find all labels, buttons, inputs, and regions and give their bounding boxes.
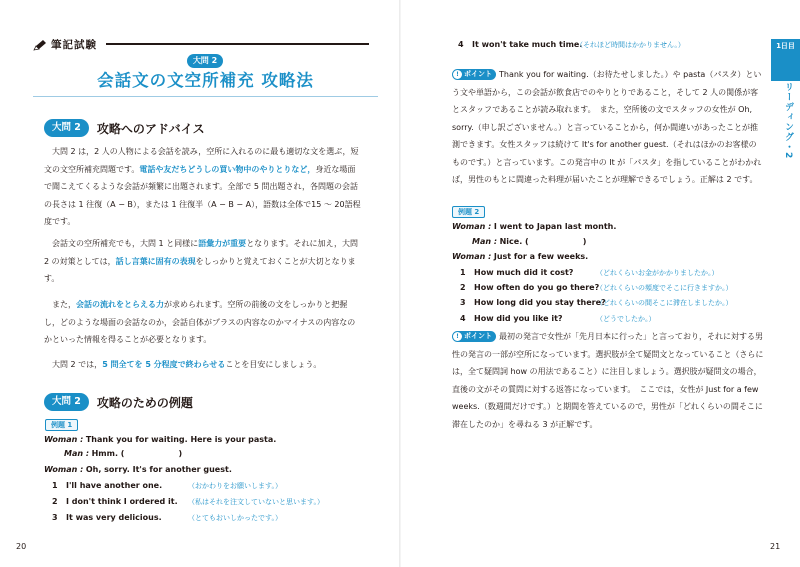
paragraph-text: 最初の発言で女性が「先月日本に行った」と言っており，それに対 — [499, 332, 739, 341]
option-translation: （私はそれを注文していないと思います。） — [188, 498, 324, 506]
option-translation: （とてもおいしかったです。） — [188, 514, 282, 522]
advice-heading — [44, 119, 205, 137]
option-text: It was very delicious. — [66, 513, 162, 522]
left-page — [0, 0, 399, 567]
speaker-label: Man : — [472, 237, 498, 246]
paragraph-text: 続けて It's for another guest.（それはほかのお客様のものです。）と言っていま — [452, 140, 757, 167]
option-text: How often do you go there? — [474, 283, 600, 292]
paragraph-text: が客とスタッフであることが読み取れます。 — [452, 87, 759, 114]
answer-option — [52, 511, 282, 525]
advice-badge: 大問 2 — [44, 119, 89, 137]
paragraph-text: う文や単語から，この会話が飲食店でのやりとりであること，そして 2 人の関係 — [452, 87, 743, 97]
pencil-icon — [33, 39, 47, 51]
dialogue-text: Nice. ( — [499, 237, 529, 246]
option-number: 4 — [460, 314, 466, 323]
option-text: I'll have another one. — [66, 481, 163, 490]
title-rule — [33, 96, 378, 97]
speaker-label: Woman : — [44, 465, 84, 474]
option-translation: （どれくらいの頻度でそこに行きますか。） — [596, 284, 733, 292]
advice-paragraph-3 — [44, 296, 362, 349]
page-number-right: 21 — [770, 542, 781, 551]
section-header — [33, 37, 97, 52]
dialogue-text: Oh, sorry. It's for another guest. — [85, 465, 232, 474]
blank-close: ) — [178, 449, 183, 458]
option-text: How did you like it? — [474, 314, 563, 323]
paragraph-text: 数は全体で15 ～ 20語程度です。 — [44, 199, 361, 226]
advice-p2-text-2: となります。それに加え，大問 2 の対策としては， — [44, 239, 359, 266]
highlight-text: 電話や友だちどうしの買い物中のやりとりなど， — [139, 164, 316, 174]
advice-p3-text: また， — [44, 300, 76, 309]
example-title: 攻略のための例題 — [96, 395, 193, 410]
paragraph-text: 大問 2 は，2 人の人物による会話を読み，空所に入れるのに最も適切な文を選 — [44, 147, 335, 156]
page-title: 会話文の文空所補充 攻略法 — [97, 71, 314, 90]
paragraph-text: 言っていることから，何か間違いがあったことが推測できます。女性スタッフは — [452, 122, 759, 149]
paragraph-text: 間違った料理が届いたことが理解できるでしょう。正解は 2 です。 — [516, 175, 758, 184]
answer-option — [460, 281, 733, 295]
speaker-label: Woman : — [44, 435, 84, 444]
option-number: 3 — [52, 513, 58, 522]
advice-p2-text-3: をしっかりと覚えておくことが大切となります。 — [44, 256, 356, 283]
answer-option — [52, 479, 282, 493]
advice-paragraph-4 — [44, 356, 362, 374]
option-number: 2 — [460, 283, 466, 292]
option-translation: （それほど時間はかかりません。） — [576, 41, 685, 49]
exclamation-icon: ! — [453, 70, 462, 79]
section-side-label: リーディング・2 — [783, 82, 793, 160]
answer-option — [460, 312, 656, 326]
answer-option — [52, 495, 324, 509]
paragraph-text: れ，各問題の会話の長さは 1 往復（A − B），または 1 往復半（A − B − A），語 — [44, 182, 359, 209]
advice-p4-text-2: ことを目安にしましょう。 — [225, 360, 322, 369]
example-heading — [44, 393, 193, 411]
header-rule — [106, 43, 369, 45]
dialogue-line — [44, 433, 276, 447]
point-tag — [452, 69, 496, 80]
advice-paragraph-2 — [44, 235, 362, 288]
dialogue-text: Thank you for waiting. Here is your pasta. — [85, 435, 277, 444]
answer-option — [458, 38, 685, 52]
paragraph-text: また，空所後の文でスタッフの女性が Oh, sorry.（申し訳ございません。）と — [452, 105, 753, 132]
option-number: 2 — [52, 497, 58, 506]
option-translation: （どれくらいお金がかかりましたか。） — [596, 269, 719, 277]
paragraph-text: Thank you for waiting.（お待たせしました。）や pasta（パスタ）とい — [499, 70, 762, 79]
blank-close: ) — [582, 237, 587, 246]
dialogue-text: Just for a few weeks. — [493, 252, 589, 261]
dialogue-line — [452, 220, 616, 234]
paragraph-text: す。この発言中の It が「パスタ」を指していることがわかれば，男性のもとに — [452, 157, 762, 184]
advice-p4-text: 大問 2 では， — [44, 360, 103, 369]
answer-option — [460, 296, 733, 310]
dialogue-line — [452, 250, 588, 264]
paragraph-text: ること（さらには，全て疑問詞 how の用法であること）に注目しましょう。選択 — [452, 349, 764, 376]
answer-option — [460, 266, 719, 280]
option-number: 1 — [52, 481, 58, 490]
paragraph-text: する男性の発言の一部が空所になっています。選択肢が全て疑問文となってい — [452, 332, 763, 359]
option-number: 1 — [460, 268, 466, 277]
advice-p3-text-2: が求められます。空所の前後の文をしっかりと把握し，どのような場面の会話なのか，会話自体がプラスの内容なのかマイナスの内容なのかといった情報を得ることが必要となります。 — [44, 300, 356, 344]
page-number-left: 20 — [16, 542, 27, 551]
dialogue-text: Hmm. ( — [91, 449, 125, 458]
highlight-time-target: 5 問全てを 5 分程度で終わらせる — [102, 360, 226, 369]
paragraph-text: るので，男性が「どれくらいの間そこに滞在したのか」を尋ねる 3 が正解です。 — [452, 402, 763, 429]
speaker-label: Woman : — [452, 252, 492, 261]
speaker-label: Man : — [64, 449, 90, 458]
paragraph-text: ここでは，女性が Just for a few weeks.（数週間だけです。）と期間を答えてい — [452, 384, 759, 411]
point-tag — [452, 331, 496, 342]
dialogue-text: I went to Japan last month. — [493, 222, 617, 231]
option-text: How long did you stay there? — [474, 298, 606, 307]
option-translation: （おかわりをお願いします。） — [188, 482, 282, 490]
dialogue-line — [44, 463, 232, 477]
advice-p2-text: 会話文の空所補充でも，大問 1 と同様に — [44, 239, 199, 248]
highlight-conversation-flow: 会話の流れをとらえる力 — [76, 300, 164, 309]
example-badge: 大問 2 — [44, 393, 89, 411]
paragraph-text: 身近な場面で聞こえてくるような会話が頻繁に出題されます。全部で 5 問出題さ — [44, 164, 356, 191]
highlight-vocabulary: 語彙力が重要 — [198, 239, 247, 248]
point-label: ポイント — [464, 70, 492, 78]
point-1-paragraph — [452, 66, 764, 189]
option-translation: （どれくらいの間そこに滞在しましたか。） — [596, 299, 733, 307]
advice-paragraph-1 — [44, 143, 362, 231]
speaker-label: Woman : — [452, 222, 492, 231]
point-label: ポイント — [464, 332, 492, 340]
point-2-paragraph — [452, 328, 764, 433]
dialogue-line — [472, 235, 586, 249]
paragraph-text: 肢が疑問文の場合，直後の文がその質問に対する返答になっています。 — [452, 367, 762, 394]
option-translation: （どうでしたか。） — [596, 315, 656, 323]
dialogue-line — [64, 447, 182, 461]
option-number: 3 — [460, 298, 466, 307]
question-badge: 大問 2 — [187, 54, 223, 68]
paragraph-text: ぶ，短文の文空所補充問題です。 — [44, 147, 359, 174]
day-tab: 1日目 — [771, 39, 800, 81]
option-number: 4 — [458, 40, 464, 49]
advice-title: 攻略へのアドバイス — [96, 121, 205, 136]
highlight-spoken-expressions: 話し言葉に固有の表現 — [115, 256, 196, 266]
section-label: 筆記試験 — [51, 39, 97, 51]
option-text: It won't take much time. — [472, 40, 583, 49]
option-text: I don't think I ordered it. — [66, 497, 178, 506]
exclamation-icon: ! — [453, 332, 462, 341]
example-1-label: 例題 1 — [45, 419, 78, 431]
option-text: How much did it cost? — [474, 268, 574, 277]
example-2-label: 例題 2 — [452, 206, 485, 218]
